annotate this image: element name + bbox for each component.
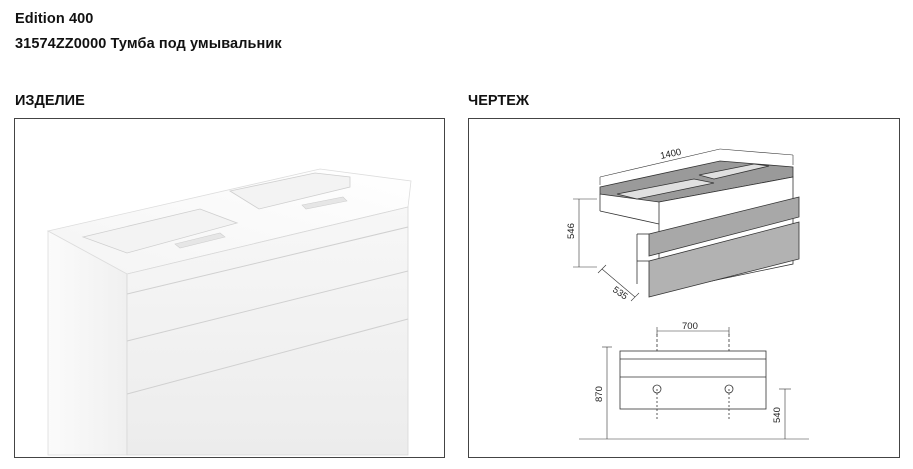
product-article-title: 31574ZZ0000 Тумба под умывальник (15, 36, 282, 52)
technical-drawing (469, 119, 901, 459)
product-section-label: ИЗДЕЛИЕ (15, 93, 85, 109)
product-series-title: Edition 400 (15, 11, 94, 27)
drawing-section-label: ЧЕРТЕЖ (468, 93, 529, 109)
product-image-panel (14, 118, 445, 458)
mount-height-dimension: 870 (594, 386, 605, 402)
height-dimension: 546 (566, 223, 577, 239)
isometric-view (600, 161, 799, 297)
depth-dimension: 535 (610, 284, 630, 303)
technical-drawing-panel (468, 118, 900, 458)
basin-spacing-dimension: 700 (682, 321, 698, 332)
width-dimension: 1400 (659, 146, 683, 162)
front-elevation (620, 334, 766, 419)
vanity-unit-render (15, 119, 446, 459)
drain-height-dimension: 540 (772, 407, 783, 423)
